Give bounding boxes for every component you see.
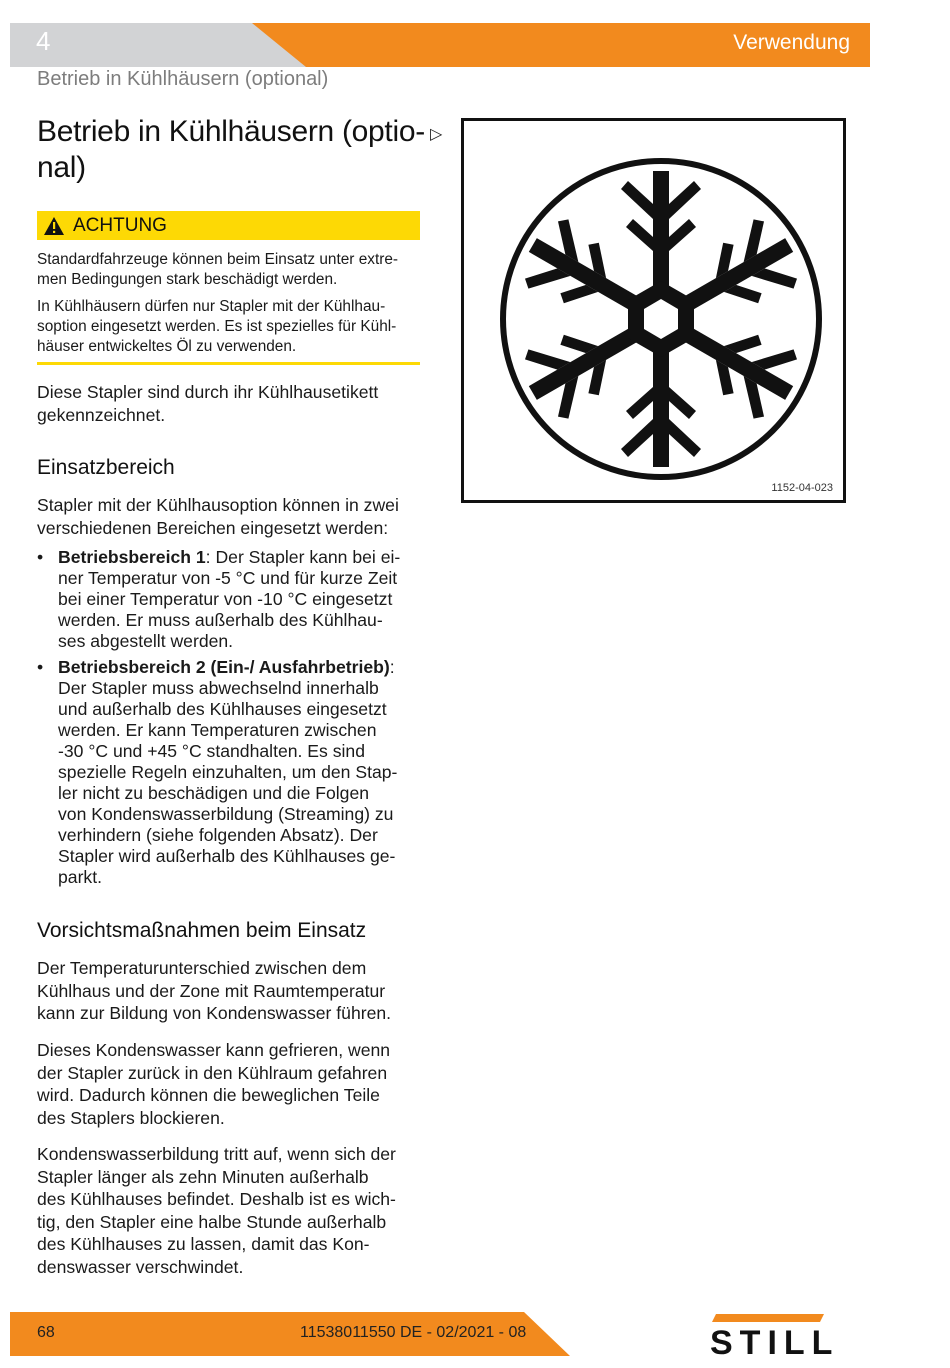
text-line: kann zur Bildung von Kondenswasser führen. — [37, 1003, 392, 1023]
text-line: Kühlhaus und der Zone mit Raumtemperatur — [37, 980, 386, 1001]
list-item-betriebsbereich-1 — [37, 547, 427, 652]
text-line: Der Temperaturunterschied zwischen dem — [37, 958, 367, 978]
warning-paragraph-2 — [37, 297, 422, 357]
text-line: verhindern (siehe folgenden Absatz). Der — [58, 825, 378, 845]
heading-einsatzbereich: Einsatzbereich — [37, 456, 175, 479]
section-title-line-2: nal) — [37, 151, 86, 184]
text-line: werden. Er kann Temperaturen zwischen — [58, 720, 377, 740]
text-line: : Der Stapler kann bei ei- — [205, 547, 401, 567]
text-line: verschiedenen Bereichen eingesetzt werden: — [37, 517, 389, 538]
warning-banner — [37, 211, 420, 240]
figure-code: 1152-04-023 — [771, 482, 833, 494]
text-line: werden. Er muss außerhalb des Kühlhau- — [58, 610, 383, 630]
text-line: tig, den Stapler eine halbe Stunde außerhalb — [37, 1211, 387, 1232]
text-line: Stapler länger als zehn Minuten außerhalb — [37, 1166, 369, 1187]
vorsicht-paragraph-2 — [37, 1039, 427, 1129]
bullet-term: Betriebsbereich 1 — [58, 547, 206, 567]
bullet-mark: • — [37, 547, 44, 567]
text-line: Diese Stapler sind durch ihr Kühlhausetikett — [37, 382, 379, 402]
warning-line: In Kühlhäusern dürfen nur Stapler mit der Kühlhau- — [37, 298, 386, 315]
snowflake-icon — [464, 121, 843, 500]
intro-paragraph — [37, 381, 427, 426]
warning-paragraph-1 — [37, 250, 422, 290]
text-line: Dieses Kondenswasser kann gefrieren, wenn — [37, 1040, 391, 1060]
vorsicht-paragraph-3 — [37, 1143, 427, 1278]
warning-line: häuser entwickeltes Öl zu verwenden. — [37, 338, 297, 355]
running-title: Betrieb in Kühlhäusern (optional) — [37, 68, 329, 90]
text-line: ner Temperatur von -5 °C und für kurze Zeit — [58, 568, 398, 588]
bullet-term: Betriebsbereich 2 (Ein-/ Ausfahrbetrieb) — [58, 657, 390, 677]
still-logo — [706, 1308, 876, 1358]
text-line: wird. Dadurch können die beweglichen Teile — [37, 1085, 380, 1105]
text-line: von Kondenswasserbildung (Streaming) zu — [58, 804, 394, 824]
text-line: des Staplers blockieren. — [37, 1107, 225, 1128]
warning-line: men Bedingungen stark beschädigt werden. — [37, 271, 338, 288]
text-line: ler nicht zu beschädigen und die Folgen — [58, 783, 370, 803]
chapter-title: Verwendung — [733, 31, 850, 54]
section-title-line-1: Betrieb in Kühlhäusern (optio- — [37, 115, 425, 148]
cold-storage-figure — [461, 118, 846, 503]
text-line: Stapler mit der Kühlhausoption können in zwei — [37, 495, 399, 515]
heading-vorsichtsmassnahmen: Vorsichtsmaßnahmen beim Einsatz — [37, 919, 367, 942]
text-line: und außerhalb des Kühlhauses eingesetzt — [58, 699, 387, 719]
bullet-mark: • — [37, 657, 44, 677]
chapter-number: 4 — [36, 26, 51, 56]
text-line: Stapler wird außerhalb des Kühlhauses ge- — [58, 846, 396, 866]
text-line: des Kühlhauses befindet. Deshalb ist es wich- — [37, 1189, 396, 1209]
warning-line: Standardfahrzeuge können beim Einsatz unter extre- — [37, 251, 399, 268]
text-line: des Kühlhauses zu lassen, damit das Kon- — [37, 1234, 370, 1254]
text-line: : — [389, 657, 395, 677]
text-line: denswasser verschwindet. — [37, 1256, 244, 1277]
text-line: Der Stapler muss abwechselnd innerhalb — [58, 678, 379, 698]
document-id: 11538011550 DE - 02/2021 - 08 — [300, 1324, 527, 1341]
einsatz-intro-paragraph — [37, 494, 427, 539]
text-line: -30 °C und +45 °C standhalten. Es sind — [58, 741, 365, 761]
list-item-betriebsbereich-2 — [37, 657, 427, 888]
page-number: 68 — [37, 1324, 55, 1341]
text-line: gekennzeichnet. — [37, 404, 166, 425]
warning-triangle-icon — [43, 216, 65, 236]
warning-bottom-rule — [37, 362, 420, 365]
text-line: der Stapler zurück in den Kühlraum gefahren — [37, 1062, 388, 1083]
figure-pointer-icon: ▷ — [430, 126, 443, 143]
warning-label: ACHTUNG — [73, 214, 167, 236]
text-line: bei einer Temperatur von -10 °C eingesetzt — [58, 589, 393, 609]
text-line: Kondenswasserbildung tritt auf, wenn sich der — [37, 1144, 396, 1164]
section-title — [37, 114, 427, 186]
text-line: parkt. — [58, 867, 103, 887]
vorsicht-paragraph-1 — [37, 957, 427, 1025]
warning-line: soption eingesetzt werden. Es ist spezielles für Kühl- — [37, 318, 397, 335]
text-line: spezielle Regeln einzuhalten, um den Stap- — [58, 762, 398, 782]
text-line: ses abgestellt werden. — [58, 631, 234, 651]
logo-text: STILL — [710, 1324, 840, 1358]
